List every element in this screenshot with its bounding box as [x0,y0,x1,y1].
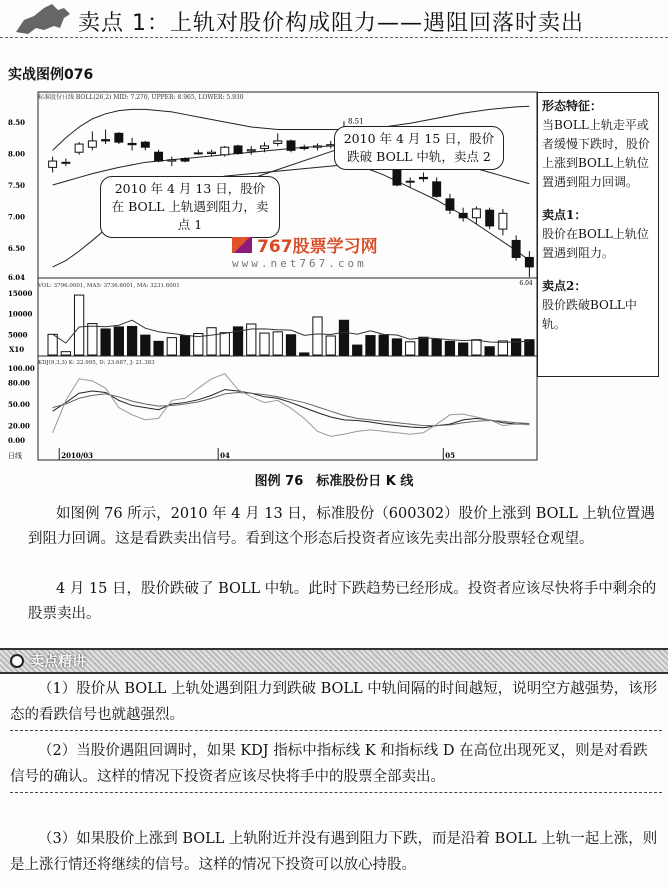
volume-bar [220,333,229,355]
candle-body [88,141,96,147]
volume-bar [48,334,57,355]
side-heading: 形态特征： [542,99,603,113]
kdj-d-line [53,392,530,425]
candle-body [181,159,189,162]
candle-body [472,209,480,218]
divider [0,37,668,38]
callout-sell-point-2: 2010 年 4 月 15 日，股价跌破 BOLL 中轨，卖点 2 [334,126,504,170]
volume-bar [127,326,136,355]
candle-body [49,161,57,167]
volume-bar [525,340,534,355]
body-paragraph [28,502,660,552]
candle-body [128,143,136,144]
body-paragraph [28,577,660,627]
candle-body [221,147,229,155]
price-tick-label: 7.50 [8,181,26,190]
volume-bar [339,320,348,355]
volume-bar [432,339,441,355]
kdj-tick-label: 100.00 [8,364,35,373]
x-axis-label: 04 [220,451,230,460]
volume-bar [485,347,494,355]
volume-bar [207,328,216,355]
figure-caption: 图例 76 标准股份日 K 线 [254,474,414,489]
kdj-legend: KDJ(9,3,3) K: 22.995, D: 23.687, J: 21.383 [38,360,155,366]
volume-bar [114,327,123,355]
candle-body [512,240,520,257]
volume-bar [419,337,428,355]
x-axis-label: 05 [445,451,456,460]
side-heading: 卖点2： [542,279,587,293]
callout-pointer [253,147,344,178]
kdj-tick-label: 80.00 [8,378,30,388]
side-text: 股价在BOLL上轨位置遇到阻力。 [542,227,649,260]
candle-body [314,146,322,147]
watermark [232,232,378,270]
candle-body [446,199,454,210]
volume-tick-label: 15000 [8,289,33,298]
candle-body [486,210,494,226]
volume-bar [459,343,468,355]
volume-bar [406,342,415,355]
candle-body [234,146,242,154]
period-label: 日线 [8,452,22,460]
volume-bar [180,336,189,355]
price-legend: 标准股份日线 BOLL(26,2) MID: 7.270, UPPER: 8.965, LOWER: 5.930 [38,94,244,101]
x-axis-label: 2010/03 [61,451,94,460]
volume-bar [88,324,97,355]
bull-logo-icon [14,2,74,36]
candle-body [459,213,467,217]
candle-body [155,152,163,161]
candle-body [75,144,83,152]
watermark-url: www.net767.com [232,257,367,270]
candle-body [499,213,507,229]
section-title: 卖点精讲 [30,654,86,670]
watermark-logo-icon [232,237,252,253]
volume-tick-label: 5000 [8,330,28,340]
kdj-j-line [53,374,530,437]
candle-body [194,153,202,154]
volume-bar [445,341,454,355]
high-price-label: 8.51 [347,117,364,126]
candle-body [168,160,176,161]
candle-body [62,162,70,163]
volume-bar [273,332,282,355]
candle-body [208,152,216,153]
list-item: （2）当股价遇阻回调时，如果 KDJ 指标中指标线 K 和指标线 D 在高位出现死叉，则是对看跌信号的确认。这样的情况下投资者应该尽快将手中的股票全部卖出。 [10,738,662,793]
volume-bar [313,317,322,355]
volume-bar [498,341,507,355]
volume-bar [260,333,269,355]
kdj-tick-label: 0.00 [8,436,26,445]
volume-bar [300,353,309,355]
volume-bar [154,341,163,355]
candle-body [287,141,295,150]
list-item: （1）股价从 BOLL 上轨处遇到阻力到跌破 BOLL 中轨间隔的时间越短，说明空方越强势，该形态的看跌信号也就越强烈。 [10,676,662,731]
callout-sell-point-1: 2010 年 4 月 13 日，股价在 BOLL 上轨遇到阻力，卖点 1 [100,176,280,238]
low-price-label: 6.04 [519,279,533,287]
volume-bar [353,345,362,355]
candle-body [115,133,123,142]
volume-unit-label: X10 [9,345,25,354]
section-header [0,648,668,674]
candle-body [261,146,269,149]
circle-bullet-icon [10,654,24,668]
volume-bar [141,335,150,355]
list-item: （3）如果股价上涨到 BOLL 上轨附近并没有遇到阻力下跌，而是沿着 BOLL 上轨一起上涨，则是上涨行情还将继续的信号。这样的情况下投资可以放心持股。 [10,831,658,873]
body-text: 4 月 15 日，股价跌破了 BOLL 中轨。此时下跌趋势已经形成。投资者应该尽快将手中剩余的股票卖出。 [28,581,657,622]
side-heading: 卖点1： [542,208,587,222]
candle-body [102,140,110,141]
candle-body [247,150,255,151]
volume-bar [472,340,481,355]
volume-bar [392,339,401,355]
volume-legend: VOL: 3796.0001, MA5: 3736.6001, MA: 3231.6001 [38,283,180,289]
candle-body [141,142,149,147]
pattern-feature-panel [537,92,659,377]
candle-body [406,181,414,182]
candle-body [525,257,533,266]
volume-bar [101,329,110,355]
candle-body [419,177,427,178]
volume-bar [74,295,83,355]
price-tick-label: 7.00 [8,212,26,222]
figure-label: 实战图例076 [8,67,94,83]
watermark-brand: 767股票学习网 [257,237,378,257]
volume-bar [379,335,388,355]
candle-body [274,141,282,144]
volume-bar [61,352,70,355]
price-tick-label: 6.04 [8,272,26,282]
kdj-tick-label: 20.00 [8,421,30,431]
body-text: 如图例 76 所示，2010 年 4 月 13 日，标准股份（600302）股价上涨到 BOLL 上轨位置遇到阻力回调。这是看跌卖出信号。看到这个形态后投资者应该先卖出部分股票轻仓观望。 [28,506,655,547]
page-title: 卖点 1：上轨对股价构成阻力——遇阻回落时卖出 [78,11,584,36]
volume-bar [286,335,295,355]
volume-bar [167,338,176,355]
side-text: 股价跌破BOLL中轨。 [542,298,637,331]
candle-body [433,182,441,196]
price-tick-label: 6.50 [8,244,26,253]
side-text: 当BOLL上轨走平或者缓慢下跌时，股价上涨到BOLL上轨位置遇到阻力回调。 [542,118,651,189]
volume-bar [366,336,375,355]
volume-tick-label: 10000 [8,309,33,319]
volume-bar [326,336,335,355]
price-tick-label: 8.00 [8,149,26,159]
kdj-tick-label: 50.00 [8,400,30,409]
candle-body [300,147,308,148]
price-tick-label: 8.50 [8,118,26,127]
